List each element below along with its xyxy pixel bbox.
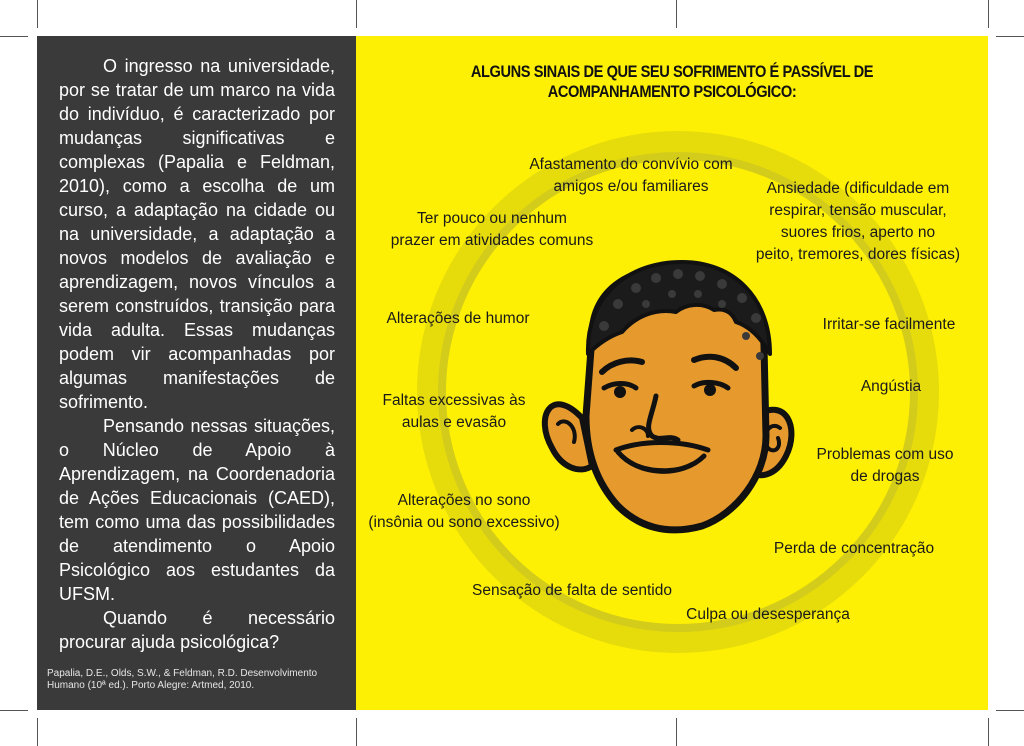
intro-panel [37,36,356,710]
intro-question: Quando é necessário procurar ajuda psicológica? [59,608,335,652]
reference-citation: Papalia, D.E., Olds, S.W., & Feldman, R.D. Desenvolvimento Humano (10ª ed.). Porto Alegre: Artmed, 2010. [47,668,318,691]
crop-mark [988,718,989,746]
crop-mark [988,0,989,28]
illustration [356,36,988,710]
crop-mark [356,0,357,28]
crop-mark [356,718,357,746]
sign-afastamento: Afastamento do convívio com amigos e/ou familiares [529,156,733,195]
sign-concentracao: Perda de concentração [773,540,935,557]
intro-paragraph: Pensando nessas situações, o Núcleo de Apoio à Aprendizagem, na Coordenadoria de Ações Educacionais (CAED), tem como uma das possibilidades de atendimento o Apoio Psicológico aos estudantes da UFSM. [59,416,335,604]
face-illustration [545,262,792,530]
sign-culpa: Culpa ou desesperança [686,606,850,623]
crop-mark [37,0,38,28]
sign-sentido: Sensação de falta de sentido [472,582,672,599]
signs-panel [356,36,988,710]
sign-sono: Alterações no sono (insônia ou sono excessivo) [368,492,560,531]
sign-ansiedade: Ansiedade (dificuldade em respirar, tensão muscular, suores frios, aperto no peito, tremores, dores físicas) [755,180,961,263]
sign-prazer: Ter pouco ou nenhum prazer em atividades comuns [390,210,594,249]
crop-mark [0,710,28,711]
sign-angustia: Angústia [860,378,922,395]
crop-mark [996,710,1024,711]
sign-faltas: Faltas excessivas às aulas e evasão [382,392,526,431]
crop-mark [996,36,1024,37]
sign-humor: Alterações de humor [386,310,530,327]
intro-text [59,54,335,654]
poster-heading: ALGUNS SINAIS DE QUE SEU SOFRIMENTO É PASSÍVEL DE ACOMPANHAMENTO PSICOLÓGICO: [470,62,874,101]
crop-mark [37,718,38,746]
sign-irritar: Irritar-se facilmente [822,316,956,333]
crop-mark [676,718,677,746]
crop-mark [676,0,677,28]
intro-paragraph: O ingresso na universidade, por se tratar de um marco na vida do indivíduo, é caracterizado por mudanças significativas e complexas (Papalia e Feldman, 2010), como a escolha de um curso, a adaptação na cidade ou na universidade, a adaptação a novos modelos de avaliação e aprendizagem, novos vínculos a serem construídos, transição para vida adulta. Essas mudanças podem vir acompanhadas por algumas manifestações de sofrimento. [59,56,335,412]
sign-drogas: Problemas com uso de drogas [816,446,954,485]
crop-mark [0,36,28,37]
